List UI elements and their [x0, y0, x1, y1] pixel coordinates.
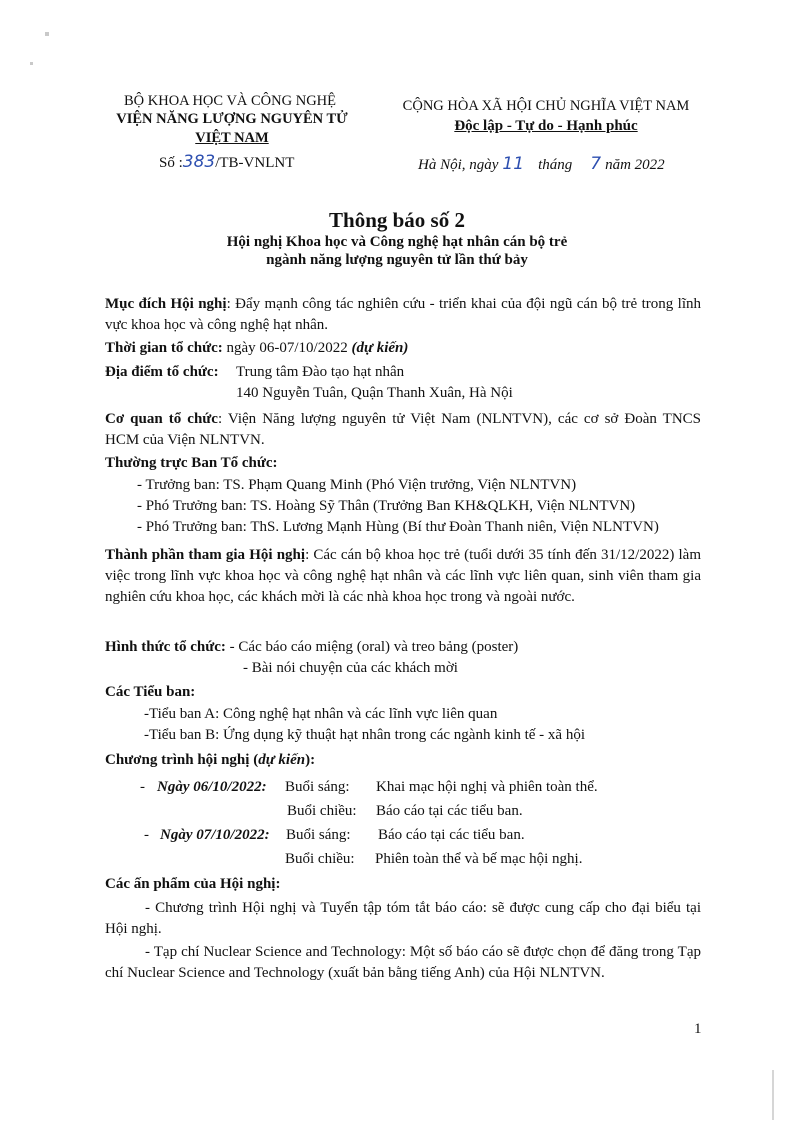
notice-title: Thông báo số 2 [329, 208, 465, 232]
republic-name: CỘNG HÒA XÃ HỘI CHỦ NGHĨA VIỆT NAM [402, 98, 690, 114]
participants-section [105, 545, 701, 608]
venue-line2: 140 Nguyễn Tuân, Quận Thanh Xuân, Hà Nội [236, 385, 513, 401]
program-label [105, 752, 315, 769]
conference-name-line1: Hội nghị Khoa học và Công nghệ hạt nhân cán bộ trẻ [226, 234, 568, 250]
purpose-label: Mục đích Hội nghị [105, 296, 227, 312]
organizer-text: : Viện Năng lượng nguyên tử Việt Nam (NLNTVN), các cơ sở Đoàn TNCS HCM của Viện NLNTVN. [105, 411, 701, 448]
program-session-label: Buổi sáng: [285, 779, 350, 795]
number-suffix: /TB-VNLNT [215, 155, 295, 171]
motto: Độc lập - Tự do - Hạnh phúc [454, 118, 638, 134]
ministry-name: BỘ KHOA HỌC VÀ CÔNG NGHỆ [123, 93, 336, 109]
format-section [105, 639, 518, 656]
organizer-section [105, 409, 701, 451]
institute-name-line1: VIỆN NĂNG LƯỢNG NGUYÊN TỬ [116, 111, 348, 127]
date-year: năm 2022 [605, 157, 665, 173]
publication-item: - Chương trình Hội nghị và Tuyển tập tóm tắt báo cáo: sẽ được cung cấp cho đại biểu tại Hội nghị. [105, 900, 701, 937]
purpose-text: : Đẩy mạnh công tác nghiên cứu - triển khai của đội ngũ cán bộ trẻ trong lĩnh vực khoa học và công nghệ hạt nhân. [105, 296, 701, 333]
organizer-label: Cơ quan tổ chức [105, 411, 218, 427]
format-label: Hình thức tổ chức: [105, 639, 226, 655]
program-session-text: Báo cáo tại các tiểu ban. [378, 827, 525, 843]
date-month: 7 [590, 154, 602, 174]
page-number: 1 [694, 1021, 702, 1037]
committee-member: - Phó Trưởng ban: TS. Hoàng Sỹ Thân (Trưởng Ban KH&QLKH, Viện NLNTVN) [137, 498, 636, 514]
program-label-note: dự kiến [258, 752, 306, 768]
participants-label: Thành phần tham gia Hội nghị [105, 547, 306, 563]
venue-line1: Trung tâm Đào tạo hạt nhân [236, 364, 405, 380]
participants-text: : Các cán bộ khoa học trẻ (tuổi dưới 35 tính đến 31/12/2022) làm việc trong lĩnh vực khoa học và công nghệ hạt nhân và các lĩnh vực liên quan, sinh viên tham gia nghiên cứu khoa học, các khách mời là các nhà khoa học trong và ngoài nước. [105, 547, 701, 605]
publication-item: - Tạp chí Nuclear Science and Technology: Một số báo cáo sẽ được chọn để đăng trong Tạp chí Nuclear Science and Technology (xuất bản bằng tiếng Anh) của Hội NLNTVN. [105, 944, 701, 981]
scan-edge-line [772, 1070, 774, 1120]
program-session-label: Buổi sáng: [286, 827, 351, 843]
format-item: - Bài nói chuyện của các khách mời [243, 660, 458, 676]
program-day-dash: - [144, 827, 149, 843]
program-session-text: Khai mạc hội nghị và phiên toàn thể. [376, 779, 598, 795]
document-number [159, 152, 294, 172]
format-item: - Các báo cáo miệng (oral) và treo bảng (poster) [225, 639, 519, 655]
program-session-text: Báo cáo tại các tiểu ban. [376, 803, 523, 819]
venue-label: Địa điểm tổ chức: [105, 364, 219, 380]
program-session-label: Buổi chiều: [285, 851, 355, 867]
conference-name-line2: ngành năng lượng nguyên tử lần thứ bảy [266, 252, 528, 268]
program-label-text: Chương trình hội nghị ( [105, 752, 259, 768]
date-prefix: Hà Nội, ngày [418, 157, 499, 173]
program-day-date: Ngày 07/10/2022: [160, 827, 270, 843]
subcommittee-item: -Tiểu ban B: Ứng dụng kỹ thuật hạt nhân trong các ngành kinh tế - xã hội [144, 727, 586, 743]
program-day-date: Ngày 06/10/2022: [157, 779, 267, 795]
scan-mark [45, 32, 49, 36]
motto-wrap [388, 117, 704, 135]
program-day-dash: - [140, 779, 145, 795]
subcommittee-item: -Tiểu ban A: Công nghệ hạt nhân và các lĩnh vực liên quan [144, 706, 498, 722]
publications-label: Các ấn phẩm của Hội nghị: [105, 876, 281, 892]
time-section [105, 340, 408, 357]
time-text: ngày 06-07/10/2022 [222, 340, 352, 356]
program-label-end: ): [305, 752, 316, 768]
institute-name-line2: VIỆT NAM [195, 130, 269, 146]
program-session-label: Buổi chiều: [287, 803, 357, 819]
number-prefix: Số : [159, 155, 183, 171]
program-session-text: Phiên toàn thể và bế mạc hội nghị. [375, 851, 583, 867]
scan-mark [30, 62, 33, 65]
purpose-section [105, 294, 701, 336]
committee-member: - Phó Trưởng ban: ThS. Lương Mạnh Hùng (Bí thư Đoàn Thanh niên, Viện NLNTVN) [137, 519, 659, 535]
number-handwritten: 383 [182, 152, 216, 172]
institute-name-line2-wrap [100, 129, 364, 147]
committee-label: Thường trực Ban Tổ chức: [105, 455, 278, 471]
date-month-label: tháng [538, 157, 573, 173]
issue-date [418, 154, 665, 174]
committee-member: - Trưởng ban: TS. Phạm Quang Minh (Phó Viện trưởng, Viện NLNTVN) [137, 477, 577, 493]
time-label: Thời gian tổ chức: [105, 340, 223, 356]
date-day: 11 [502, 154, 525, 174]
subcommittees-label: Các Tiểu ban: [105, 684, 196, 700]
time-note: (dự kiến) [351, 340, 409, 356]
